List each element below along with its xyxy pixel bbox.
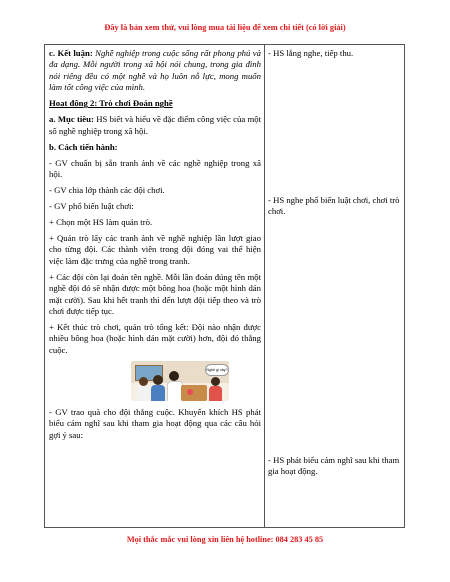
child-body-4 <box>209 386 222 401</box>
child-head-2 <box>153 375 163 385</box>
goal-paragraph <box>49 114 261 137</box>
child-head-1 <box>139 377 148 386</box>
goal-text: HS biết và hiểu về đặc điểm công việc của một số nghề nghiệp trong xã hội. <box>49 114 261 136</box>
method-label: b. Cách tiến hành: <box>49 141 118 152</box>
activity-title: Hoạt động 2: Trò chơi Đoán nghề <box>49 98 173 109</box>
header-banner: Đây là bản xem thử, vui lòng mua tài liệu để xem chi tiết (có lời giải) <box>104 23 346 32</box>
step-6: + Các đội còn lại đoán tên nghề. Mỗi lần đoán đúng tên một nghề đội đó sẽ nhận được một bông hoa (hoặc một hình dán mặt cười). Sau khi hết tranh thì đến lượt đội tiếp theo và trò chơi được tiếp tục. <box>49 271 261 317</box>
column-divider <box>264 45 265 527</box>
step-7: + Kết thúc trò chơi, quản trò tổng kết: Đội nào nhận được nhiều bông hoa (hoặc hình dán mặt cười) hơn, đội đó thắng cuộc. <box>49 322 261 355</box>
final-step: - GV trao quà cho đội thắng cuộc. Khuyến khích HS phát biểu cảm nghĩ sau khi tham gia hoạt động qua các câu hỏi gợi ý sau: <box>49 406 261 440</box>
child-body-1 <box>137 386 150 401</box>
child-head-3 <box>169 371 179 381</box>
child-head-4 <box>211 377 220 386</box>
child-body-2 <box>151 385 165 401</box>
lesson-table <box>44 44 405 528</box>
step-3: - GV phổ biến luật chơi: <box>49 201 134 212</box>
footer-banner: Mọi thắc mắc vui lòng xin liên hệ hotline: 084 283 45 85 <box>126 535 324 544</box>
student-note-1: - HS lắng nghe, tiếp thu. <box>268 48 354 58</box>
student-note-3: - HS phát biểu cảm nghĩ sau khi tham gia hoạt động. <box>268 455 400 477</box>
conclusion-text: Nghề nghiệp trong cuộc sống rất phong phú và đa dạng. Mỗi người trong xã hội nói chung, trong gia đình nói riêng đều có một nghề và họ luôn nỗ lực, mong muốn làm tốt công việc của mình. <box>49 48 261 93</box>
step-5: + Quản trò lấy các tranh ảnh về nghề nghiệp lần lượt giao cho từng đội. Các thành viên trong đội đóng vai thể hiện việc làm đặc trưng của nghề trong tranh. <box>49 233 261 266</box>
step-1: - GV chuẩn bị sẵn tranh ảnh về các nghề nghiệp trong xã hội. <box>49 157 261 180</box>
conclusion-paragraph <box>49 48 261 94</box>
conclusion-label: c. Kết luận: <box>49 48 93 58</box>
teacher-column <box>49 48 261 446</box>
desk-shape <box>181 385 207 401</box>
student-note-2: - HS nghe phổ biến luật chơi, chơi trò chơi. <box>268 195 400 217</box>
step-2: - GV chia lớp thành các đội chơi. <box>49 185 165 196</box>
speech-bubble: Nghề gì vậy? <box>205 364 229 376</box>
classroom-illustration <box>131 361 229 401</box>
goal-label: a. Mục tiêu: <box>49 114 94 125</box>
flower-shape <box>187 389 193 395</box>
step-4: + Chọn một HS làm quản trò. <box>49 217 153 228</box>
